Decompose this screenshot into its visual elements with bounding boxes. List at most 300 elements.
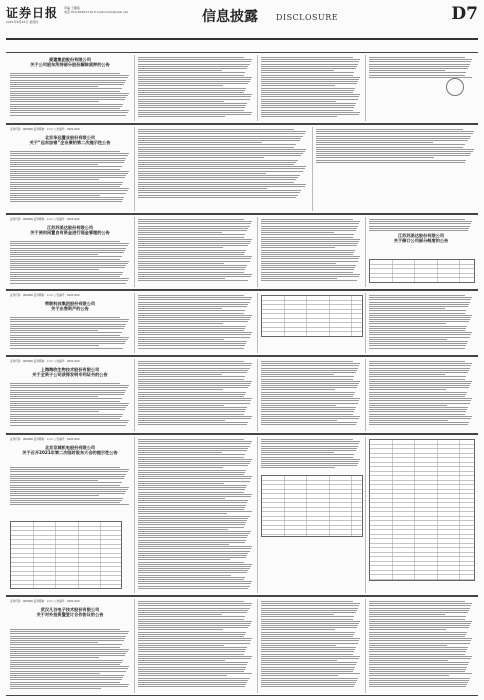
company-seal xyxy=(446,78,464,96)
text-line xyxy=(10,252,124,253)
text-line xyxy=(138,190,301,191)
text-line xyxy=(138,487,246,488)
text-line xyxy=(138,621,252,622)
text-line xyxy=(261,403,358,404)
text-line xyxy=(138,669,245,670)
text-line xyxy=(138,470,246,471)
text-line xyxy=(138,588,248,589)
body-text xyxy=(10,151,130,204)
text-line xyxy=(369,381,472,382)
security-code: 证券代码：000000 证券简称：××× 公告编号：2021-000 xyxy=(10,218,80,221)
text-line xyxy=(369,306,468,307)
text-line xyxy=(138,478,251,479)
text-line xyxy=(261,269,354,270)
text-line xyxy=(10,668,128,669)
text-line xyxy=(10,86,98,87)
text-line xyxy=(261,250,355,251)
text-line xyxy=(138,660,225,661)
body-text xyxy=(261,439,361,470)
text-line xyxy=(261,265,356,266)
text-line xyxy=(138,577,245,578)
text-line xyxy=(261,232,334,233)
text-line xyxy=(10,671,126,672)
text-line xyxy=(369,418,471,419)
text-line xyxy=(138,247,223,248)
text-line xyxy=(10,493,125,494)
text-line xyxy=(138,226,250,227)
text-line xyxy=(138,365,251,366)
text-line xyxy=(138,616,245,617)
text-line xyxy=(138,166,306,167)
text-line xyxy=(10,471,128,472)
text-line xyxy=(261,457,353,458)
text-line xyxy=(138,403,250,404)
text-line xyxy=(10,467,120,468)
text-line xyxy=(369,304,469,305)
text-line xyxy=(261,258,359,259)
text-line xyxy=(10,164,98,165)
text-line xyxy=(138,101,224,102)
text-line xyxy=(138,502,247,503)
text-line xyxy=(369,376,466,377)
text-line xyxy=(261,223,359,224)
text-line xyxy=(261,608,358,609)
text-line xyxy=(138,153,303,154)
body-text xyxy=(138,601,253,689)
text-line xyxy=(261,446,358,447)
text-line xyxy=(10,195,100,196)
text-line xyxy=(138,557,246,558)
text-line xyxy=(138,416,252,417)
text-line xyxy=(369,403,470,404)
editor-info xyxy=(64,6,128,14)
text-line xyxy=(138,581,252,582)
company-name: 上海海欣生物技术股份有限公司 xyxy=(40,367,100,372)
text-line xyxy=(138,168,305,169)
text-line xyxy=(316,133,473,134)
text-line xyxy=(138,241,251,242)
text-line xyxy=(369,370,469,371)
text-line xyxy=(369,603,472,604)
text-line xyxy=(10,682,120,683)
text-line xyxy=(369,664,468,665)
text-line xyxy=(138,103,247,104)
text-line xyxy=(261,252,354,253)
text-line xyxy=(10,383,120,384)
text-line xyxy=(138,610,248,611)
text-line xyxy=(138,278,225,279)
text-line xyxy=(138,537,247,538)
text-line xyxy=(369,636,465,637)
text-line xyxy=(261,424,356,425)
text-line xyxy=(261,623,359,624)
text-line xyxy=(369,398,472,399)
text-line xyxy=(138,649,246,650)
editor-name: 责编 王鹏程 xyxy=(64,6,80,10)
text-line xyxy=(138,570,248,571)
block-2-heading xyxy=(10,135,130,146)
text-line xyxy=(10,267,125,268)
block-7-heading xyxy=(10,445,130,456)
text-line xyxy=(138,459,252,460)
text-line xyxy=(261,422,357,423)
text-line xyxy=(369,619,465,620)
body-text xyxy=(369,361,473,427)
text-line xyxy=(10,104,123,105)
text-line xyxy=(138,522,246,523)
text-line xyxy=(10,201,122,202)
text-line xyxy=(10,241,120,242)
text-line xyxy=(10,653,126,654)
block-8-heading xyxy=(10,607,130,618)
text-line xyxy=(369,647,468,648)
text-line xyxy=(138,306,247,307)
text-line xyxy=(10,414,123,415)
text-line xyxy=(316,129,463,130)
text-line xyxy=(10,482,122,483)
text-line xyxy=(138,603,252,604)
text-line xyxy=(138,177,298,178)
text-line xyxy=(138,489,245,490)
text-line xyxy=(10,199,123,200)
text-line xyxy=(369,400,471,401)
text-line xyxy=(369,295,465,296)
text-line xyxy=(261,381,360,382)
text-line xyxy=(138,363,252,364)
text-line xyxy=(10,495,99,496)
text-line xyxy=(10,418,120,419)
text-line xyxy=(369,228,469,229)
text-line xyxy=(138,535,248,536)
text-line xyxy=(261,368,358,369)
text-line xyxy=(10,469,129,470)
text-line xyxy=(369,226,470,227)
text-line xyxy=(261,79,359,80)
text-line xyxy=(138,61,251,62)
announcement-title: 关于公司股东所持部分股份解除质押的公告 xyxy=(30,62,110,68)
text-line xyxy=(138,383,251,384)
announcement-title: 关于出售资产的公告 xyxy=(51,306,89,312)
text-line xyxy=(10,420,129,421)
text-line xyxy=(261,452,334,453)
text-line xyxy=(138,197,296,198)
text-line xyxy=(138,551,250,552)
text-line xyxy=(10,422,128,423)
text-line xyxy=(369,339,447,340)
block-6-heading xyxy=(10,367,130,378)
text-line xyxy=(10,390,126,391)
text-line xyxy=(261,114,359,115)
text-line xyxy=(369,616,466,617)
text-line xyxy=(138,223,251,224)
text-line xyxy=(10,332,122,333)
text-line xyxy=(261,92,353,93)
text-line xyxy=(261,636,353,637)
text-line xyxy=(369,57,465,58)
text-line xyxy=(10,660,123,661)
text-line xyxy=(10,491,126,492)
text-line xyxy=(138,452,222,453)
body-text xyxy=(138,219,253,282)
text-line xyxy=(138,64,250,65)
text-line xyxy=(10,398,122,399)
text-line xyxy=(261,632,355,633)
text-line xyxy=(138,443,251,444)
text-line xyxy=(369,638,472,639)
text-line xyxy=(261,638,360,639)
text-line xyxy=(138,634,245,635)
text-line xyxy=(138,179,296,180)
text-line xyxy=(138,144,296,145)
text-line xyxy=(369,643,470,644)
text-line xyxy=(138,513,227,514)
text-line xyxy=(261,612,356,613)
text-line xyxy=(261,651,354,652)
text-line xyxy=(369,612,468,613)
body-text xyxy=(261,601,361,689)
text-line xyxy=(369,315,472,316)
text-line xyxy=(369,669,466,670)
text-line xyxy=(369,389,446,390)
body-text xyxy=(138,129,308,199)
text-line xyxy=(261,601,353,602)
text-line xyxy=(138,614,222,615)
text-line xyxy=(138,566,251,567)
text-line xyxy=(138,230,247,231)
text-line xyxy=(261,619,353,620)
text-line xyxy=(10,502,120,503)
text-line xyxy=(261,112,360,113)
text-line xyxy=(138,147,294,148)
text-line xyxy=(138,400,251,401)
text-line xyxy=(138,131,306,132)
text-line xyxy=(138,559,230,560)
text-line xyxy=(138,682,247,683)
data-table xyxy=(369,439,475,581)
text-line xyxy=(138,297,252,298)
text-line xyxy=(138,261,250,262)
text-line xyxy=(369,424,468,425)
text-line xyxy=(138,507,245,508)
text-line xyxy=(261,686,354,687)
text-line xyxy=(138,195,298,196)
text-line xyxy=(10,498,123,499)
text-line xyxy=(138,572,247,573)
text-line xyxy=(261,409,355,410)
text-line xyxy=(261,669,354,670)
text-line xyxy=(138,239,252,240)
text-line xyxy=(138,651,245,652)
text-line xyxy=(10,243,129,244)
text-line xyxy=(138,492,244,493)
text-line xyxy=(138,136,303,137)
text-line xyxy=(138,374,222,375)
text-line xyxy=(10,666,129,667)
text-line xyxy=(316,160,466,161)
text-line xyxy=(138,250,246,251)
text-line xyxy=(138,398,252,399)
company-name: 江苏苏美达股份有限公司 xyxy=(46,225,94,230)
text-line xyxy=(10,166,122,167)
text-line xyxy=(261,370,357,371)
text-line xyxy=(138,544,229,545)
text-line xyxy=(369,330,465,331)
text-line xyxy=(261,239,360,240)
text-line xyxy=(369,219,465,220)
text-line xyxy=(138,157,264,158)
text-line xyxy=(369,221,472,222)
text-line xyxy=(261,680,357,681)
text-line xyxy=(261,414,353,415)
text-line xyxy=(369,420,448,421)
text-line xyxy=(369,385,470,386)
text-line xyxy=(138,553,248,554)
company-name: 江苏苏美达股份有限公司 xyxy=(397,233,445,238)
text-line xyxy=(261,61,359,62)
text-line xyxy=(138,343,246,344)
text-line xyxy=(261,643,358,644)
text-line xyxy=(10,153,129,154)
body-text xyxy=(10,73,130,117)
text-line xyxy=(261,647,356,648)
text-line xyxy=(138,252,245,253)
text-line xyxy=(138,254,244,255)
text-line xyxy=(369,660,448,661)
text-line xyxy=(261,241,359,242)
text-line xyxy=(138,182,294,183)
text-line xyxy=(10,319,129,320)
text-line xyxy=(261,389,335,390)
text-line xyxy=(369,411,466,412)
text-line xyxy=(138,66,248,67)
text-line xyxy=(261,64,358,65)
text-line xyxy=(369,310,466,311)
text-line xyxy=(138,457,244,458)
text-line xyxy=(316,131,474,132)
text-line xyxy=(369,392,467,393)
text-line xyxy=(261,57,353,58)
text-line xyxy=(10,345,99,346)
text-line xyxy=(261,682,356,683)
text-line xyxy=(369,682,468,683)
text-line xyxy=(138,99,250,100)
text-line xyxy=(138,564,252,565)
text-line xyxy=(10,110,129,111)
text-line xyxy=(369,632,467,633)
body-text xyxy=(138,361,253,427)
text-line xyxy=(138,531,251,532)
text-line xyxy=(138,619,244,620)
data-table xyxy=(261,295,363,337)
text-line xyxy=(138,389,223,390)
text-line xyxy=(10,638,125,639)
text-line xyxy=(261,68,356,69)
text-line xyxy=(10,256,122,257)
text-line xyxy=(10,642,98,643)
text-line xyxy=(138,643,250,644)
text-line xyxy=(369,299,471,300)
text-line xyxy=(138,381,252,382)
text-line xyxy=(10,82,125,83)
text-line xyxy=(10,655,125,656)
text-line xyxy=(10,108,120,109)
text-line xyxy=(369,387,469,388)
text-line xyxy=(10,317,120,318)
text-line xyxy=(261,107,354,108)
text-line xyxy=(261,376,354,377)
text-line xyxy=(261,616,354,617)
text-line xyxy=(369,414,465,415)
text-line xyxy=(369,658,471,659)
text-line xyxy=(10,99,125,100)
text-line xyxy=(369,684,467,685)
text-line xyxy=(138,485,247,486)
text-line xyxy=(261,392,355,393)
text-line xyxy=(10,245,128,246)
text-line xyxy=(316,157,434,158)
text-line xyxy=(10,633,128,634)
text-line xyxy=(10,151,120,152)
text-line xyxy=(10,190,128,191)
text-line xyxy=(369,223,471,224)
text-line xyxy=(10,407,126,408)
text-line xyxy=(138,310,245,311)
text-line xyxy=(138,629,223,630)
text-line xyxy=(261,83,357,84)
text-line xyxy=(261,400,359,401)
text-line xyxy=(261,621,360,622)
text-line xyxy=(10,91,120,92)
body-text xyxy=(138,57,253,118)
company-name: 武汉凡谷电子技术股份有限公司 xyxy=(40,607,100,612)
text-line xyxy=(369,374,445,375)
text-line xyxy=(261,280,357,281)
text-line xyxy=(138,263,224,264)
body-text xyxy=(138,295,253,350)
text-line xyxy=(138,315,252,316)
text-line xyxy=(138,164,294,165)
text-line xyxy=(10,675,124,676)
text-line xyxy=(138,640,251,641)
text-line xyxy=(138,483,224,484)
text-line xyxy=(261,96,359,97)
text-line xyxy=(316,149,474,150)
text-line xyxy=(369,614,445,615)
text-line xyxy=(10,425,126,426)
security-code: 证券代码：000000 证券简称：××× 公告编号：2021-000 xyxy=(10,294,80,297)
text-line xyxy=(261,656,360,657)
text-line xyxy=(10,93,129,94)
text-line xyxy=(138,379,244,380)
text-line xyxy=(369,337,470,338)
text-line xyxy=(138,269,245,270)
text-line xyxy=(369,343,467,344)
text-line xyxy=(10,651,128,652)
text-line xyxy=(369,297,472,298)
text-line xyxy=(138,575,231,576)
text-line xyxy=(369,409,467,410)
body-text xyxy=(369,57,473,79)
text-line xyxy=(138,474,244,475)
text-line xyxy=(138,418,251,419)
text-line xyxy=(10,112,128,113)
text-line xyxy=(138,654,244,655)
text-line xyxy=(10,276,120,277)
text-line xyxy=(369,72,466,73)
security-code: 证券代码：000000 证券简称：××× 公告编号：2021-000 xyxy=(10,600,80,603)
text-line xyxy=(138,662,248,663)
announcement-title: 关于召开2021年第二次临时股东大会的提示性公告 xyxy=(22,450,118,456)
